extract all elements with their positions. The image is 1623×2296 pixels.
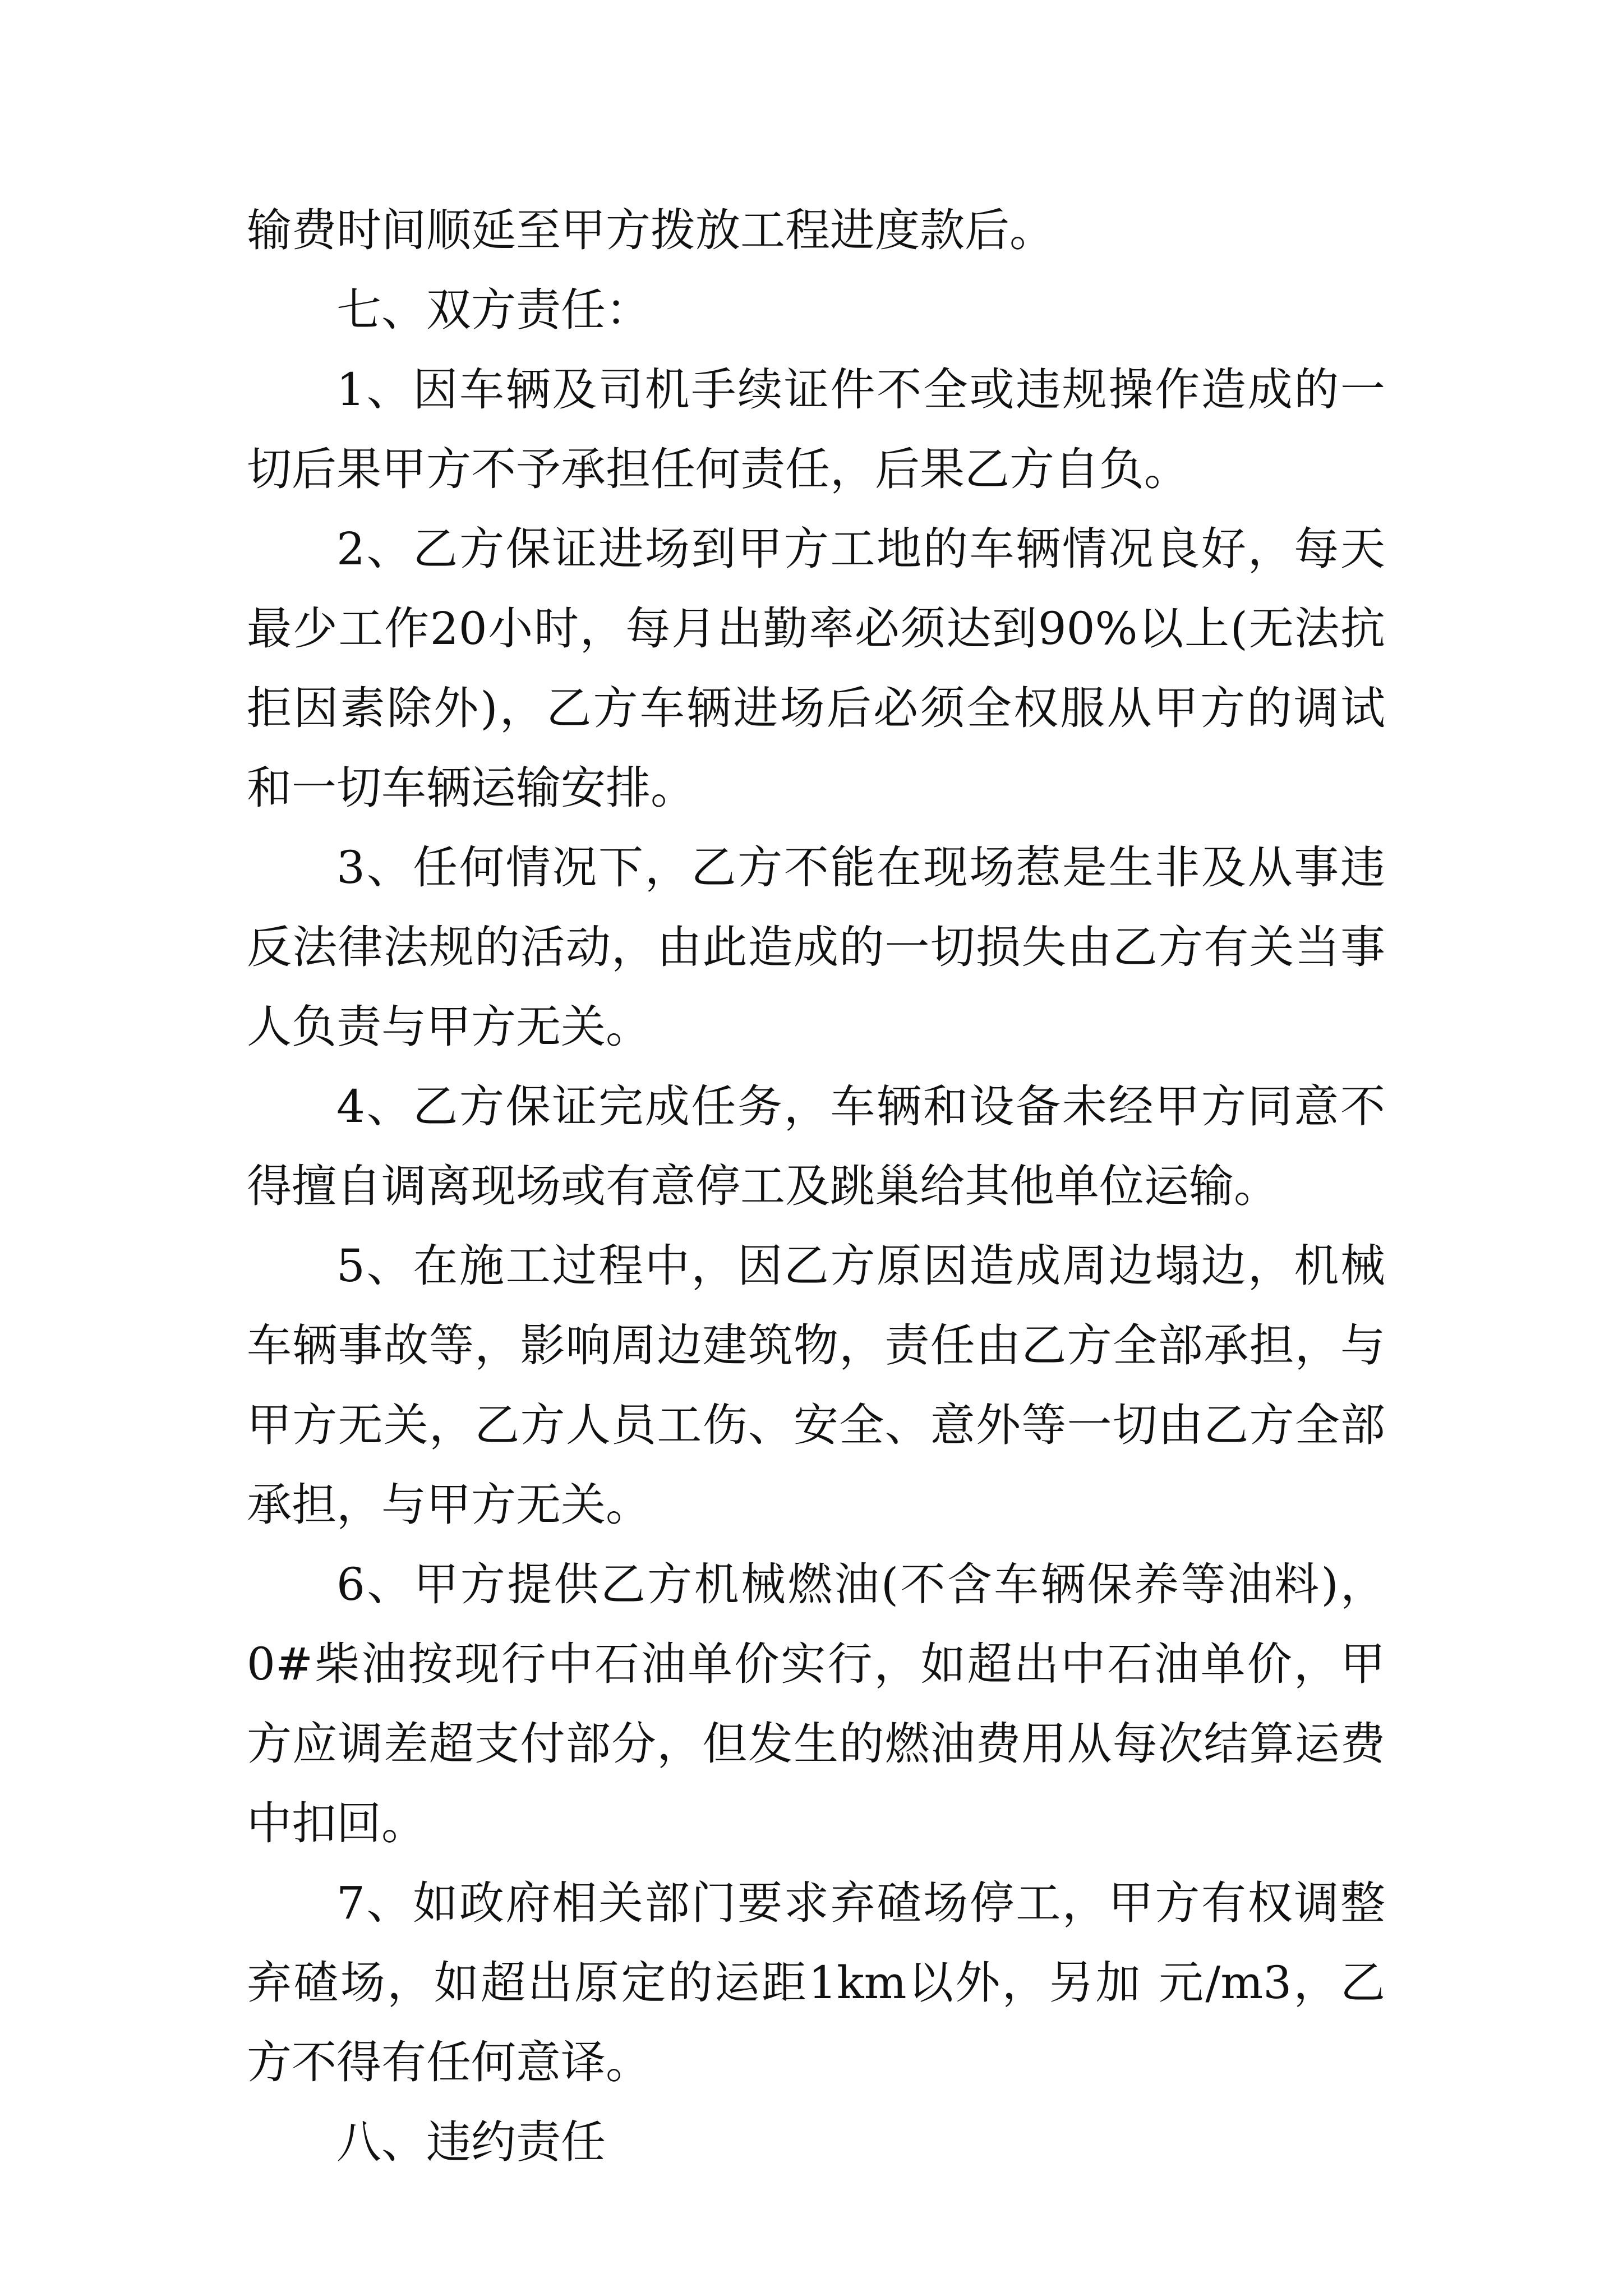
- clause-7-1: 1、因车辆及司机手续证件不全或违规操作造成的一切后果甲方不予承担任何责任，后果乙方自负。: [247, 364, 1385, 495]
- clause-7-4: 4、乙方保证完成任务，车辆和设备未经甲方同意不得擅自调离现场或有意停工及跳巢给其他单位运输。: [247, 1080, 1385, 1212]
- clause-7-7: 7、如政府相关部门要求弃碴场停工，甲方有权调整弃碴场，如超出原定的运距1km以外，另加 元/m3，乙方不得有任何意译。: [247, 1877, 1385, 2088]
- clause-7-5: 5、在施工过程中，因乙方原因造成周边塌边，机械车辆事故等，影响周边建筑物，责任由乙方全部承担，与甲方无关，乙方人员工伤、安全、意外等一切由乙方全部承担，与甲方无关。: [247, 1240, 1385, 1531]
- section-heading-8: 八、违约责任: [336, 2116, 606, 2168]
- document-body: [247, 191, 1385, 2182]
- clause-7-3: 3、任何情况下，乙方不能在现场惹是生非及从事违反法律法规的活动，由此造成的一切损失由乙方有关当事人负责与甲方无关。: [247, 841, 1385, 1053]
- paragraph-1: 输费时间顺延至甲方拨放工程进度款后。: [247, 204, 1054, 256]
- section-heading-7: 七、双方责任：: [336, 284, 651, 336]
- clause-7-2: 2、乙方保证进场到甲方工地的车辆情况良好，每天最少工作20小时，每月出勤率必须达到90%以上(无法抗拒因素除外)，乙方车辆进场后必须全权服从甲方的调试和一切车辆运输安排。: [247, 523, 1385, 814]
- clause-7-6: 6、甲方提供乙方机械燃油(不含车辆保养等油料)，0#柴油按现行中石油单价实行，如超出中石油单价，甲方应调差超支付部分，但发生的燃油费用从每次结算运费中扣回。: [247, 1558, 1385, 1849]
